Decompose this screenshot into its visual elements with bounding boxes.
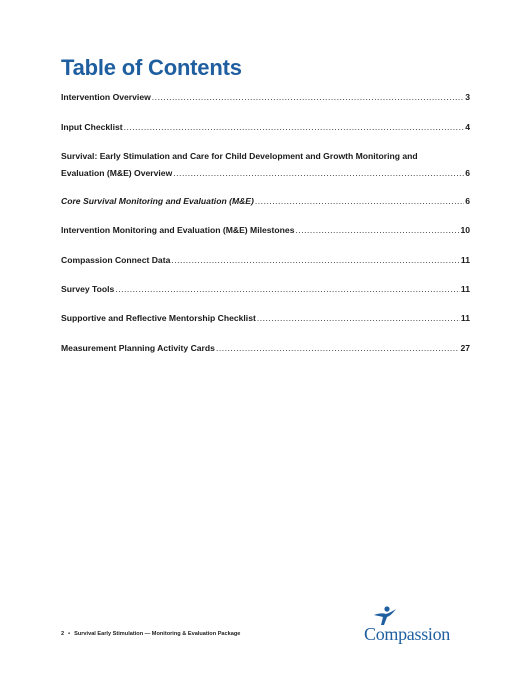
toc-entry-text: Intervention Overview: [61, 92, 151, 102]
toc-entry-text: Measurement Planning Activity Cards: [61, 343, 215, 353]
toc-page-number: 11: [460, 313, 470, 323]
toc-page-number: 6: [465, 168, 470, 178]
toc-leader: [173, 165, 464, 182]
toc-leader: [255, 193, 464, 210]
toc-entry-text: Input Checklist: [61, 122, 123, 132]
toc-entry-text: Compassion Connect Data: [61, 255, 171, 265]
toc-page-number: 3: [465, 92, 470, 102]
toc-page-number: 6: [465, 196, 470, 206]
footer-page-number: 2: [61, 631, 65, 637]
toc-entry-intervention-me-milestones[interactable]: [61, 222, 470, 239]
toc-entry-measurement-planning-cards[interactable]: [61, 340, 470, 357]
toc-entry-core-survival-me[interactable]: [61, 193, 470, 210]
toc-leader: [124, 119, 465, 136]
toc-page-number: 11: [460, 255, 470, 265]
compassion-wordmark: Compassion: [364, 624, 451, 644]
toc-leader: [152, 89, 464, 106]
toc-entry-intervention-overview[interactable]: [61, 89, 470, 106]
compassion-logo: [362, 606, 472, 650]
footer-text: Survival Early Stimulation — Monitoring & Evaluation Package: [74, 631, 241, 637]
toc-leader: [295, 222, 459, 239]
page-title: Table of Contents: [61, 55, 242, 80]
toc-leader: [257, 310, 460, 327]
toc-entry-text: Intervention Monitoring and Evaluation (M&E) Milestones: [61, 225, 295, 235]
toc-entry-compassion-connect-data[interactable]: [61, 252, 470, 269]
toc-entry-text: Supportive and Reflective Mentorship Checklist: [61, 313, 256, 323]
toc-leader: [216, 340, 460, 357]
toc-page-number: 27: [460, 343, 470, 353]
toc-entry-input-checklist[interactable]: [61, 119, 470, 136]
toc-entry-text-line1: Survival: Early Stimulation and Care for Child Development and Growth Monitoring and: [61, 151, 418, 161]
toc-leader: [171, 252, 460, 269]
toc-entry-mentorship-checklist[interactable]: [61, 310, 470, 327]
toc-leader: [115, 281, 460, 298]
toc-page-number: 11: [460, 284, 470, 294]
toc-entry-survey-tools[interactable]: [61, 281, 470, 298]
toc-page-number: 4: [465, 122, 470, 132]
footer-bullet: •: [68, 631, 71, 637]
toc-entry-text: Evaluation (M&E) Overview: [61, 168, 173, 178]
toc-entry-survival-overview[interactable]: [61, 148, 470, 182]
toc-entry-text: Core Survival Monitoring and Evaluation (M&E): [61, 196, 254, 206]
toc-entry-text: Survey Tools: [61, 284, 115, 294]
toc-page-number: 10: [460, 225, 470, 235]
page-footer: [61, 631, 240, 637]
